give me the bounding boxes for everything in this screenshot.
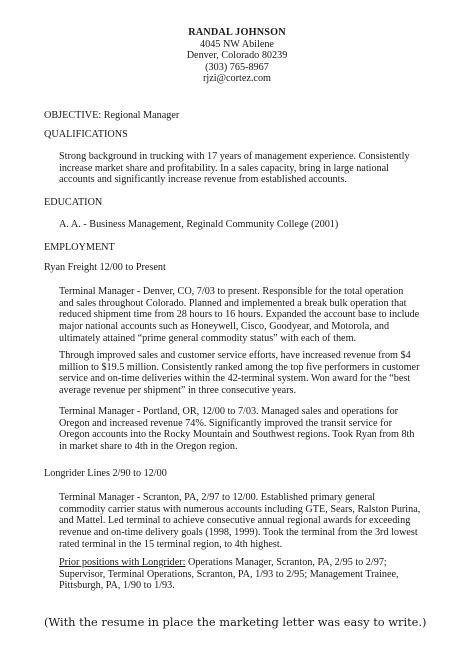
phone-number: (303) 765-8967	[205, 61, 269, 73]
qualifications-paragraph	[59, 151, 431, 186]
text-line: Terminal Manager - Denver, CO, 7/03 to present. Responsible for the total operation	[59, 286, 404, 297]
prior-positions-paragraph	[59, 557, 431, 592]
text-line: rated terminal in the 15 terminal region, to 4th highest.	[59, 538, 283, 550]
text-line: Terminal Manager - Portland, OR, 12/00 to 7/03. Managed sales and operations for	[59, 406, 399, 417]
text-line: commodity carrier status with numerous accounts including GTE, Sears, Ralston Purina,	[59, 503, 421, 515]
text-line: average revenue per shipment” in three consecutive years.	[59, 385, 297, 397]
objective-line: OBJECTIVE: Regional Manager	[44, 110, 180, 121]
text-line: and sales throughout Colorado. Planned and implemented a break bulk operation that	[59, 297, 407, 309]
qualifications-heading: QUALIFICATIONS	[44, 129, 128, 140]
contact-header	[0, 27, 474, 85]
education-heading: EDUCATION	[44, 197, 103, 208]
text-line: increase market share and profitability. In a sales capacity, bring in large national	[59, 162, 390, 174]
text-line: accounts and significantly increase revenue from established accounts.	[59, 174, 347, 186]
prior-positions-text: Operations Manager, Scranton, PA, 2/95 to 2/97;	[185, 557, 387, 568]
text-line: Pittsburgh, PA, 1/90 to 1/93.	[59, 580, 175, 592]
job-paragraph-scranton	[59, 492, 431, 551]
applicant-name: RANDAL JOHNSON	[188, 27, 286, 38]
employment-heading: EMPLOYMENT	[44, 242, 115, 253]
text-line	[59, 557, 431, 569]
text-line: revenue and on-time delivery goals (1998, 1999). Took the terminal from the 3rd lowest	[59, 527, 418, 539]
text-line: ultimately attained “prime general commodity status” with each of them.	[59, 332, 357, 344]
text-line: million to $19.5 million. Consistently ranked among the top five performers in customer	[59, 361, 420, 373]
text-line: Through improved sales and customer service efforts, have increased revenue from $4	[59, 350, 411, 361]
text-line: Oregon accounts into the Rocky Mountain and Southwest regions. Took Ryan from 8th	[59, 429, 415, 441]
employer-longrider-lines: Longrider Lines 2/90 to 12/00	[44, 468, 167, 479]
text-line: reduced shipment time from 28 hours to 16 hours. Expanded the account base to include	[59, 309, 420, 321]
city-state-zip: Denver, Colorado 80239	[186, 50, 288, 62]
text-line: major national accounts such as Honeywell, Cisco, Goodyear, and Motorola, and	[59, 321, 390, 333]
text-line: Oregon and increased revenue 74%. Significantly improved the transit service for	[59, 417, 392, 429]
text-line: Terminal Manager - Scranton, PA, 2/97 to 12/00. Established primary general	[59, 492, 376, 503]
footer-note: (With the resume in place the marketing letter was easy to write.)	[44, 615, 427, 629]
text-line: service and on-time deliveries within the 42-terminal system. Won award for the “best	[59, 373, 411, 385]
email-address: rjzi@cortez.com	[203, 73, 271, 85]
street-address: 4045 NW Abilene	[200, 38, 274, 50]
text-line: in market share to 4th in the Oregon region.	[59, 441, 238, 453]
job-paragraph-denver	[59, 286, 431, 345]
text-line: Strong background in trucking with 17 years of management experience. Consistently	[59, 151, 410, 162]
employer-ryan-freight: Ryan Freight 12/00 to Present	[44, 262, 166, 273]
prior-positions-label: Prior positions with Longrider:	[59, 557, 186, 568]
text-line: and Mattel. Led terminal to achieve consecutive annual regional awards for exceeding	[59, 515, 411, 527]
text-line: Supervisor, Terminal Operations, Scranton, PA, 1/93 to 2/95; Management Trainee,	[59, 568, 399, 580]
job-paragraph-revenue	[59, 350, 431, 397]
job-paragraph-portland	[59, 406, 431, 453]
education-degree: A. A. - Business Management, Reginald Community College (2001)	[59, 219, 339, 230]
